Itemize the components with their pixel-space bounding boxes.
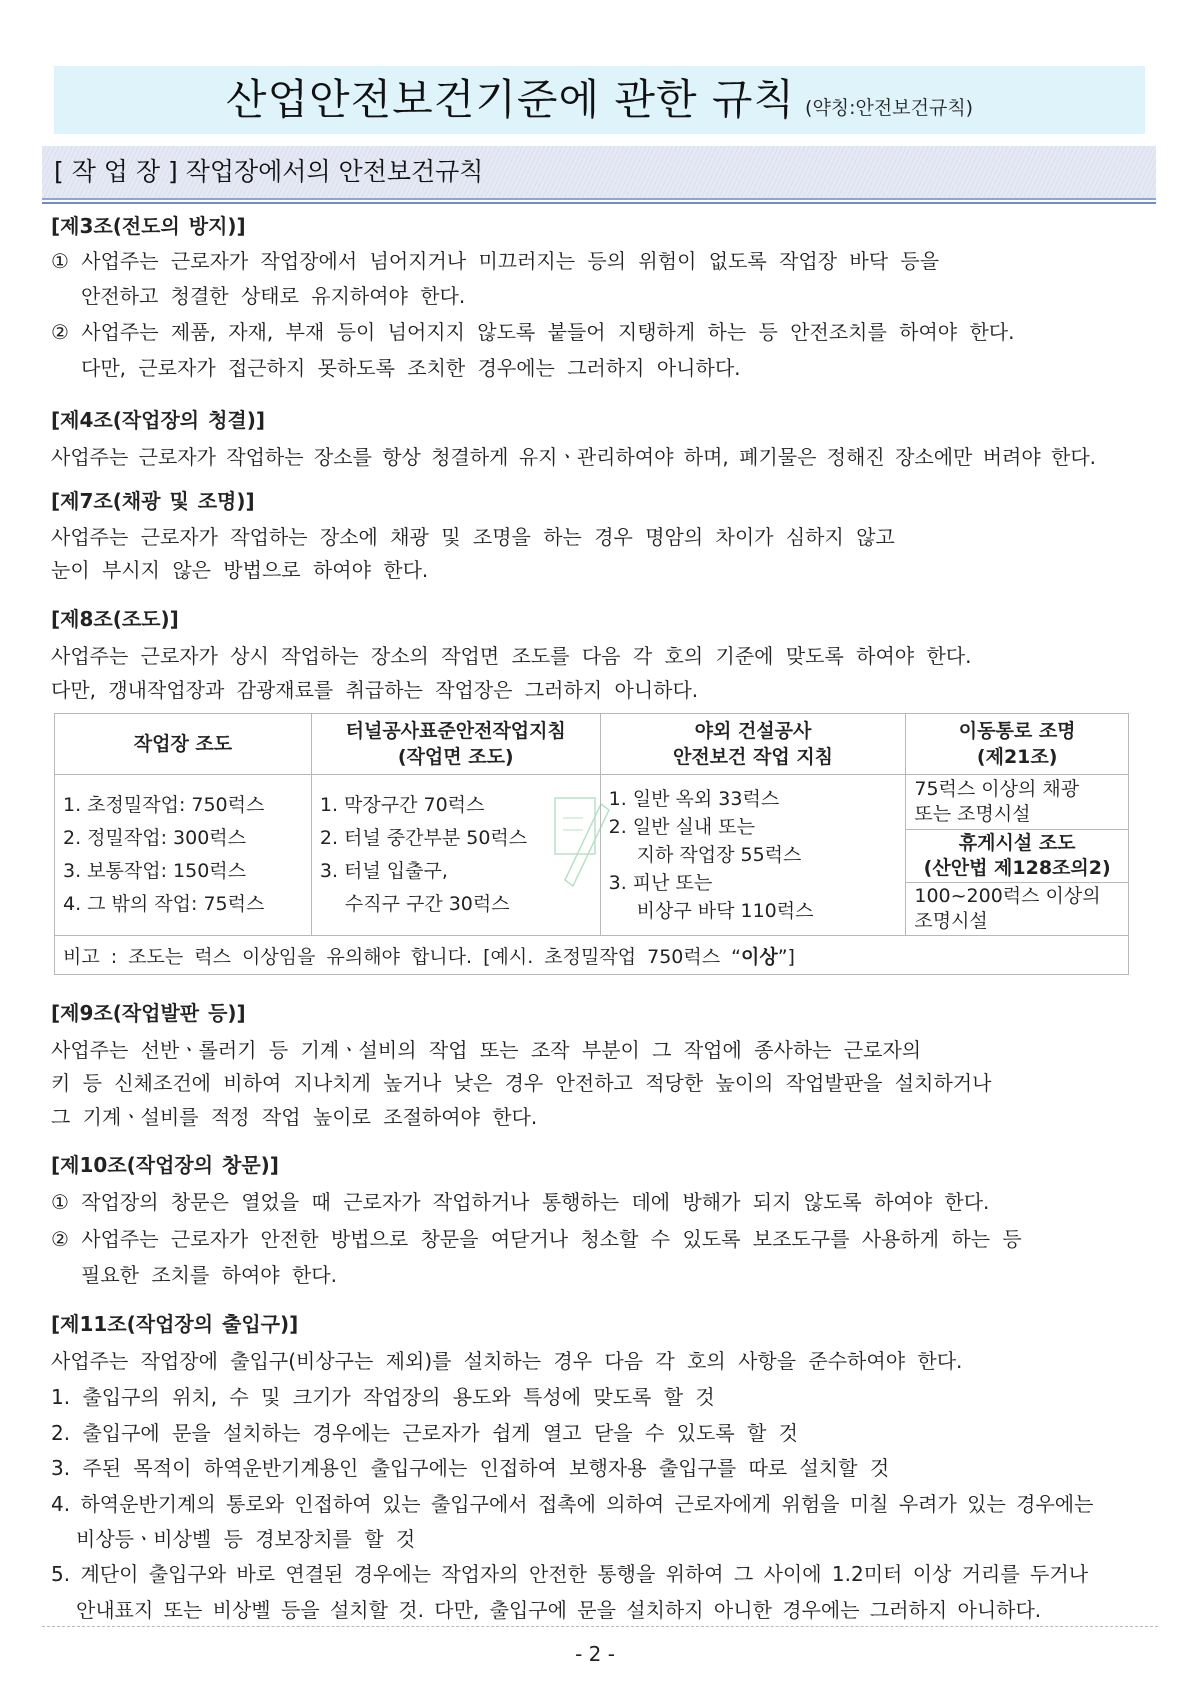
header-text: 야외 건설공사 <box>694 720 812 742</box>
table-header-cell <box>906 714 1129 775</box>
article-9-line-1: 사업주는 선반ㆍ롤러기 등 기계ㆍ설비의 작업 또는 조작 부분이 그 작업에 종사하는 근로자의 <box>51 1038 922 1062</box>
list-item: 1. 일반 옥외 33럭스 <box>608 788 780 810</box>
section-title: [ 작 업 장 ] 작업장에서의 안전보건규칙 <box>54 157 484 186</box>
article-11-item-4: 4. 하역운반기계의 통로와 인접하여 있는 출입구에서 접촉에 의하여 근로자에게 위험을 미칠 우려가 있는 경우에는 <box>51 1492 1094 1516</box>
list-item: 2. 정밀작업: 300럭스 <box>63 827 246 849</box>
list-item: 1. 초정밀작업: 750럭스 <box>63 794 265 816</box>
article-3-para-2-cont: 다만, 근로자가 접근하지 못하도록 조치한 경우에는 그러하지 아니하다. <box>81 356 741 380</box>
article-9-heading: [제9조(작업발판 등)] <box>51 1001 246 1025</box>
article-8-line-1: 사업주는 근로자가 상시 작업하는 장소의 작업면 조도를 다음 각 호의 기준에 맞도록 하여야 한다. <box>51 644 972 668</box>
document-title: 산업안전보건기준에 관한 규칙 <box>225 75 796 124</box>
table-header-row <box>55 714 1129 775</box>
cell-text: 또는 조명시설 <box>914 803 1031 825</box>
list-item: 비상구 바닥 110럭스 <box>636 900 814 922</box>
article-4-heading: [제4조(작업장의 청결)] <box>51 408 266 432</box>
workplace-illuminance-cell <box>55 775 312 936</box>
list-item: 3. 터널 입출구, <box>319 860 448 882</box>
header-text: (작업면 조도) <box>397 746 514 768</box>
article-3-para-1: ① 사업주는 근로자가 작업장에서 넘어지거나 미끄러지는 등의 위험이 없도록 작업장 바닥 등을 <box>51 249 940 273</box>
passage-lighting-cell <box>906 775 1129 830</box>
cell-text: (산안법 제128조의2) <box>923 857 1111 879</box>
cell-text: 75럭스 이상의 채광 <box>914 778 1080 800</box>
article-11-item-4-cont: 비상등ㆍ비상벨 등 경보장치를 할 것 <box>76 1527 416 1551</box>
table-header-cell <box>600 714 906 775</box>
list-item: 3. 보통작업: 150럭스 <box>63 860 246 882</box>
header-text: 이동통로 조명 <box>958 720 1076 742</box>
article-7-line-1: 사업주는 근로자가 작업하는 장소에 채광 및 조명을 하는 경우 명암의 차이가 심하지 않고 <box>51 525 895 549</box>
article-7-line-2: 눈이 부시지 않은 방법으로 하여야 한다. <box>51 558 429 582</box>
article-11-item-1: 1. 출입구의 위치, 수 및 크기가 작업장의 용도와 특성에 맞도록 할 것 <box>51 1385 715 1409</box>
article-3-para-1-cont: 안전하고 청결한 상태로 유지하여야 한다. <box>81 284 466 308</box>
section-header-bar <box>42 146 1156 200</box>
table-note-row <box>55 936 1129 975</box>
article-10-heading: [제10조(작업장의 창문)] <box>51 1153 279 1177</box>
list-item: 수직구 구간 30럭스 <box>344 893 510 915</box>
article-9-line-3: 그 기계ㆍ설비를 적정 작업 높이로 조절하여야 한다. <box>51 1105 538 1129</box>
article-7-heading: [제7조(채광 및 조명)] <box>51 489 255 513</box>
article-11-item-5: 5. 계단이 출입구와 바로 연결된 경우에는 작업자의 안전한 통행을 위하여 그 사이에 1.2미터 이상 거리를 두거나 <box>51 1562 1089 1586</box>
article-8-heading: [제8조(조도)] <box>51 607 179 631</box>
document-subtitle: (약칭:안전보건규칙) <box>805 97 974 119</box>
page-number: - 2 - <box>575 1642 615 1666</box>
article-10-para-1: ① 작업장의 창문은 열었을 때 근로자가 작업하거나 통행하는 데에 방해가 되지 않도록 하여야 한다. <box>51 1190 990 1214</box>
rest-facility-header-cell <box>906 830 1129 883</box>
header-text: (제21조) <box>976 746 1058 768</box>
header-text: 안전보건 작업 지침 <box>672 746 834 768</box>
list-item: 2. 터널 중간부분 50럭스 <box>319 827 528 849</box>
outdoor-construction-cell <box>600 775 906 936</box>
article-11-item-3: 3. 주된 목적이 하역운반기계용인 출입구에는 인접하여 보행자용 출입구를 따로 설치할 것 <box>51 1456 890 1480</box>
header-text: 터널공사표준안전작업지침 <box>345 720 566 742</box>
watermark-pen-icon <box>553 790 613 904</box>
cell-text: 조명시설 <box>914 910 988 932</box>
article-11-item-2: 2. 출입구에 문을 설치하는 경우에는 근로자가 쉽게 열고 닫을 수 있도록 할 것 <box>51 1421 798 1445</box>
cell-text: 100~200럭스 이상의 <box>914 885 1101 907</box>
article-11-item-5-cont: 안내표지 또는 비상벨 등을 설치할 것. 다만, 출입구에 문을 설치하지 아니한 경우에는 그러하지 아니하다. <box>76 1598 1042 1622</box>
list-item: 3. 피난 또는 <box>608 872 713 894</box>
header-text: 작업장 조도 <box>133 733 233 755</box>
article-8-line-2: 다만, 갱내작업장과 감광재료를 취급하는 작업장은 그러하지 아니하다. <box>51 678 699 702</box>
list-item: 1. 막장구간 70럭스 <box>319 794 485 816</box>
article-11-intro: 사업주는 작업장에 출입구(비상구는 제외)를 설치하는 경우 다음 각 호의 사항을 준수하여야 한다. <box>51 1349 963 1373</box>
article-9-line-2: 키 등 신체조건에 비하여 지나치게 높거나 낮은 경우 안전하고 적당한 높이의 작업발판을 설치하거나 <box>51 1071 992 1095</box>
article-3-heading: [제3조(전도의 방지)] <box>51 214 246 238</box>
article-3-para-2: ② 사업주는 제품, 자재, 부재 등이 넘어지지 않도록 붙들어 지탱하게 하는 등 안전조치를 하여야 한다. <box>51 320 1015 344</box>
document-title-box <box>54 66 1145 134</box>
footer-divider <box>42 1626 1158 1627</box>
table-header-cell <box>55 714 312 775</box>
note-emphasis: 이상 <box>740 945 778 968</box>
list-item: 4. 그 밖의 작업: 75럭스 <box>63 893 265 915</box>
rest-facility-value-cell <box>906 883 1129 936</box>
article-10-para-2-cont: 필요한 조치를 하여야 한다. <box>81 1263 337 1287</box>
note-text: 비고 : 조도는 럭스 이상임을 유의해야 합니다. [예시. 초정밀작업 750럭스 “ <box>63 945 741 968</box>
list-item: 지하 작업장 55럭스 <box>636 844 802 866</box>
table-note <box>55 936 1129 975</box>
article-10-para-2: ② 사업주는 근로자가 안전한 방법으로 창문을 여닫거나 청소할 수 있도록 보조도구를 사용하게 하는 등 <box>51 1227 1022 1251</box>
note-text: ”] <box>777 945 795 968</box>
cell-text: 휴게시설 조도 <box>958 832 1076 854</box>
article-4-text: 사업주는 근로자가 작업하는 장소를 항상 청결하게 유지ㆍ관리하여야 하며, 폐기물은 정해진 장소에만 버려야 한다. <box>51 445 1097 469</box>
article-11-heading: [제11조(작업장의 출입구)] <box>51 1312 299 1336</box>
table-header-cell <box>311 714 600 775</box>
list-item: 2. 일반 실내 또는 <box>608 816 756 838</box>
